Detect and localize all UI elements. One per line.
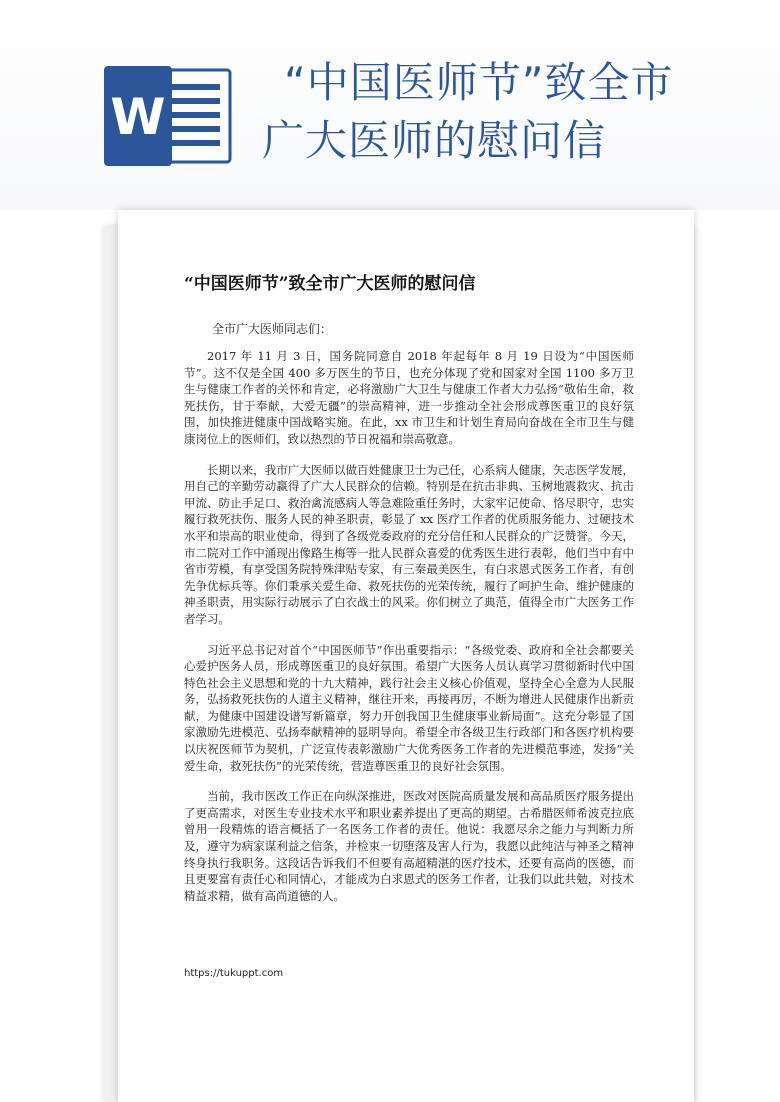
header-title-line2: 广大医师的慰问信: [262, 116, 607, 165]
document-title: “中国医师节”致全市广大医师的慰问信: [184, 274, 476, 294]
footer-url[interactable]: https://tukuppt.com: [184, 968, 284, 979]
document-page: [118, 210, 694, 1102]
document-body: [184, 348, 634, 918]
paragraph: 2017 年 11 月 3 日，国务院同意自 2018 年起每年 8 月 19 日设为“中国医师节”。这不仅是全国 400 多万医生的节日，也充分体现了党和国家对全国 1100 多万卫生与健康工作者的关怀和肯定，必将激励广大卫生与健康工作者大力弘扬“敬佑生命，救死扶伤，甘于奉献，大爱无疆”的崇高精神，进一步推动全社会形成尊医重卫的良好氛围，加快推进健康中国战略实施。在此，xx 市卫生和计划生育局向奋战在全市卫生与健康岗位上的医师们，致以热烈的节日祝福和崇高敬意。: [184, 349, 634, 446]
word-document-icon: [104, 66, 232, 166]
header-title: [262, 54, 762, 170]
logo-letter: W: [110, 88, 166, 146]
paragraph: 长期以来，我市广大医师以做百姓健康卫士为己任，心系病人健康，矢志医学发展，用自己的辛勤劳动赢得了广大人民群众的信赖。特别是在抗击非典、玉树地震救灾、抗击甲流、防止手足口、救治禽流感病人等急难险重任务时，大家牢记使命、恪尽职守，忠实履行救死扶伤、服务人民的神圣职责，彰显了 xx 医疗工作者的优质服务能力、过硬技术水平和崇高的职业使命，得到了各级党委政府的充分信任和人民群众的广泛赞誉。今天，市二院对工作中涌现出像路生梅等一批人民群众喜爱的优秀医生进行表彰，他们当中有中省市劳模，有享受国务院特殊津贴专家，有三秦最美医生，有白求恩式医务工作者，有创先争优标兵等。你们秉承关爱生命、救死扶伤的光荣传统，履行了呵护生命、维护健康的神圣职责，用实际行动展示了白衣战士的风采。你们树立了典范，值得全市广大医务工作者学习。: [184, 462, 634, 626]
salutation: 全市广大医师同志们：: [212, 322, 333, 336]
header-title-line1: “中国医师节”致全市: [284, 58, 674, 107]
paragraph: 习近平总书记对首个“中国医师节”作出重要指示：“各级党委、政府和全社会都要关心爱护医务人员，形成尊医重卫的良好氛围。希望广大医务人员认真学习贯彻新时代中国特色社会主义思想和党的十九大精神，践行社会主义核心价值观，坚持全心全意为人民服务，弘扬救死扶伤的人道主义精神，继往开来，再接再厉，不断为增进人民健康作出新贡献，为健康中国建设谱写新篇章，努力开创我国卫生健康事业新局面”。这充分彰显了国家激励先进模范、弘扬奉献精神的显明导向。希望全市各级卫生行政部门和各医疗机构要以庆祝医师节为契机，广泛宣传表彰激励广大优秀医务工作者的先进模范事迹，发扬“关爱生命，救死扶伤”的光荣传统，营造尊医重卫的良好社会氛围。: [184, 642, 634, 773]
paragraph: 当前，我市医改工作正在向纵深推进，医改对医院高质量发展和高品质医疗服务提出了更高需求，对医生专业技术水平和职业素养提出了更高的期望。古希腊医师希波克拉底曾用一段精炼的语言概括了一名医务工作者的责任。他说：我愿尽余之能力与判断力所及，遵守为病家谋利益之信条，并检束一切堕落及害人行为，我愿以此纯洁与神圣之精神终身执行我职务。这段话告诉我们不但要有高超精湛的医疗技术，还要有高尚的医德，而且更要富有责任心和同情心，才能成为白求恩式的医务工作者，让我们以此共勉，对技术精益求精，做有高尚道德的人。: [184, 789, 634, 903]
